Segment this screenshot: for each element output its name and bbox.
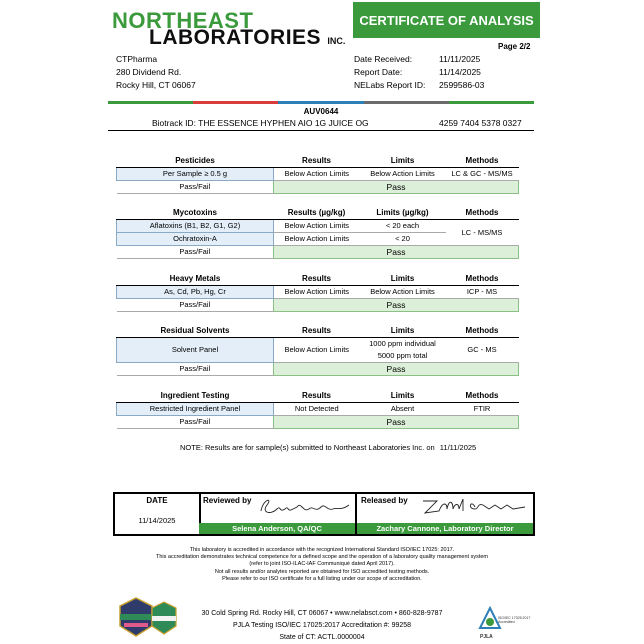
method-cell: LC & GC - MS/MS — [446, 168, 519, 181]
result-cell: Below Action Limits — [274, 286, 360, 299]
logo-laboratories: LABORATORIES INC. — [149, 26, 346, 49]
accent-segment-1 — [108, 101, 193, 104]
col-header: Residual Solvents — [117, 325, 274, 338]
accreditation-line: Not all results and/or analytes reported are obtained for ISO accredited testing methods. — [214, 569, 430, 575]
result-cell: Below Action Limits — [274, 338, 360, 363]
passfail-label: Pass/Fail — [117, 299, 274, 312]
heavy-metals-table — [116, 273, 519, 312]
method-cell: ICP - MS — [446, 286, 519, 299]
method-cell: FTIR — [446, 403, 519, 416]
logo-northeast: NORTHEAST — [112, 8, 254, 33]
ingredient-testing-table — [116, 390, 519, 429]
limit-cell: Below Action Limits — [360, 168, 446, 181]
report-date: 11/14/2025 — [439, 67, 481, 77]
client-name: CTPharma — [116, 54, 158, 64]
limit-cell: < 20 — [360, 233, 446, 246]
col-header: Limits — [360, 325, 446, 338]
footer-address: 30 Cold Spring Rd. Rocky Hill, CT 06067 • www.nelabsct.com • 860-828-9787 — [201, 610, 443, 617]
date-label: DATE — [146, 496, 168, 505]
passfail-label: Pass/Fail — [117, 363, 274, 376]
col-header: Ingredient Testing — [117, 390, 274, 403]
result-cell: Below Action Limits — [274, 233, 360, 246]
col-header: Results (µg/kg) — [274, 207, 360, 220]
limit-cell: 1000 ppm individual — [360, 338, 446, 351]
col-header: Limits — [360, 390, 446, 403]
col-header: Methods — [446, 155, 519, 168]
limit-cell: Absent — [360, 403, 446, 416]
passfail-label: Pass/Fail — [117, 416, 274, 429]
client-street: 280 Dividend Rd. — [116, 67, 182, 77]
accent-segment-3 — [278, 101, 363, 104]
limit-cell: 5000 ppm total — [360, 350, 446, 363]
released-cell — [357, 494, 533, 534]
releaser-name: Zachary Cannone, Laboratory Director — [357, 523, 533, 534]
col-header: Results — [274, 155, 360, 168]
pjla-badge-name: PJLA — [480, 634, 493, 640]
report-label: Report Date: — [354, 67, 403, 77]
date-cell — [115, 494, 201, 534]
footer-pjla: PJLA Testing ISO/IEC 17025:2017 Accreditation #: 99258 — [232, 622, 412, 629]
col-header: Mycotoxins — [117, 207, 274, 220]
col-header: Results — [274, 390, 360, 403]
analyte-cell: Aflatoxins (B1, B2, G1, G2) — [117, 220, 274, 233]
accreditation-line: This laboratory is accredited in accordance with the recognized International Standard ISO/IEC 17025: 2017. — [189, 547, 455, 553]
analyte-cell: As, Cd, Pb, Hg, Cr — [117, 286, 274, 299]
method-cell: LC - MS/MS — [446, 220, 519, 246]
passfail-value: Pass — [274, 181, 519, 194]
passfail-label: Pass/Fail — [117, 181, 274, 194]
limit-cell: < 20 each — [360, 220, 446, 233]
divider — [108, 130, 534, 131]
col-header: Methods — [446, 207, 519, 220]
footer-state: State of CT: ACTL.0000004 — [279, 634, 365, 641]
report-id-label: NELabs Report ID: — [354, 80, 426, 90]
result-cell: Below Action Limits — [274, 220, 360, 233]
col-header: Results — [274, 273, 360, 286]
received-date: 11/11/2025 — [439, 54, 481, 64]
compliance-badge-icon — [150, 600, 178, 636]
accreditation-line: This accreditation demonstrates technical competence for a defined scope and the operation of a laboratory quality management system — [155, 554, 489, 560]
analyte-cell: Restricted Ingredient Panel — [117, 403, 274, 416]
reviewed-label: Reviewed by — [203, 496, 252, 505]
residual-solvents-table — [116, 325, 519, 376]
result-cell: Not Detected — [274, 403, 360, 416]
accent-segment-5 — [449, 101, 534, 104]
passfail-value: Pass — [274, 299, 519, 312]
client-city: Rocky Hill, CT 06067 — [116, 80, 196, 90]
col-header: Methods — [446, 325, 519, 338]
col-header: Heavy Metals — [117, 273, 274, 286]
pesticides-table — [116, 155, 519, 194]
mycotoxins-table — [116, 207, 519, 259]
released-label: Released by — [361, 496, 408, 505]
analyte-cell: Ochratoxin-A — [117, 233, 274, 246]
accent-segment-2 — [193, 101, 278, 104]
reviewer-signature — [257, 495, 353, 519]
method-cell: GC - MS — [446, 338, 519, 363]
certificate-title: CERTIFICATE OF ANALYSIS — [353, 2, 540, 38]
analyte-cell: Solvent Panel — [117, 338, 274, 363]
report-id: 2599586-03 — [439, 80, 485, 90]
col-header: Methods — [446, 390, 519, 403]
result-cell: Below Action Limits — [274, 168, 360, 181]
col-header: Limits — [360, 155, 446, 168]
col-header: Results — [274, 325, 360, 338]
passfail-value: Pass — [274, 416, 519, 429]
col-header: Pesticides — [117, 155, 274, 168]
accreditation-line: (refer to joint ISO-ILAC-IAF Communiqué dated April 2017). — [249, 561, 395, 567]
col-header: Methods — [446, 273, 519, 286]
col-header: Limits — [360, 273, 446, 286]
reviewed-cell — [199, 494, 357, 534]
signature-date: 11/14/2025 — [138, 516, 176, 525]
analyte-cell: Per Sample ≥ 0.5 g — [117, 168, 274, 181]
passfail-value: Pass — [274, 246, 519, 259]
accreditation-line: Please refer to our ISO certificate for a full listing under our scope of accreditation. — [222, 576, 422, 582]
received-label: Date Received: — [354, 54, 413, 64]
signature-block — [113, 492, 535, 536]
page-number: Page 2/2 — [498, 42, 531, 51]
biotrack-line: Biotrack ID: THE ESSENCE HYPHEN AIO 1G JUICE OG — [152, 118, 369, 128]
reviewer-name: Selena Anderson, QA/QC — [199, 523, 355, 534]
releaser-signature — [419, 495, 529, 519]
col-header: Limits (µg/kg) — [360, 207, 446, 220]
sample-code: AUV0644 — [303, 107, 339, 116]
accent-segment-4 — [364, 101, 449, 104]
limit-cell: Below Action Limits — [360, 286, 446, 299]
accent-bar — [108, 101, 534, 104]
passfail-label: Pass/Fail — [117, 246, 274, 259]
results-note: NOTE: Results are for sample(s) submitted to Northeast Laboratories Inc. on 11/11/2025 — [180, 443, 477, 452]
biotrack-id: 4259 7404 5378 0327 — [439, 118, 522, 128]
pjla-badge-text: ISO/IEC 17025:2017 Accredited — [498, 616, 531, 624]
passfail-value: Pass — [274, 363, 519, 376]
